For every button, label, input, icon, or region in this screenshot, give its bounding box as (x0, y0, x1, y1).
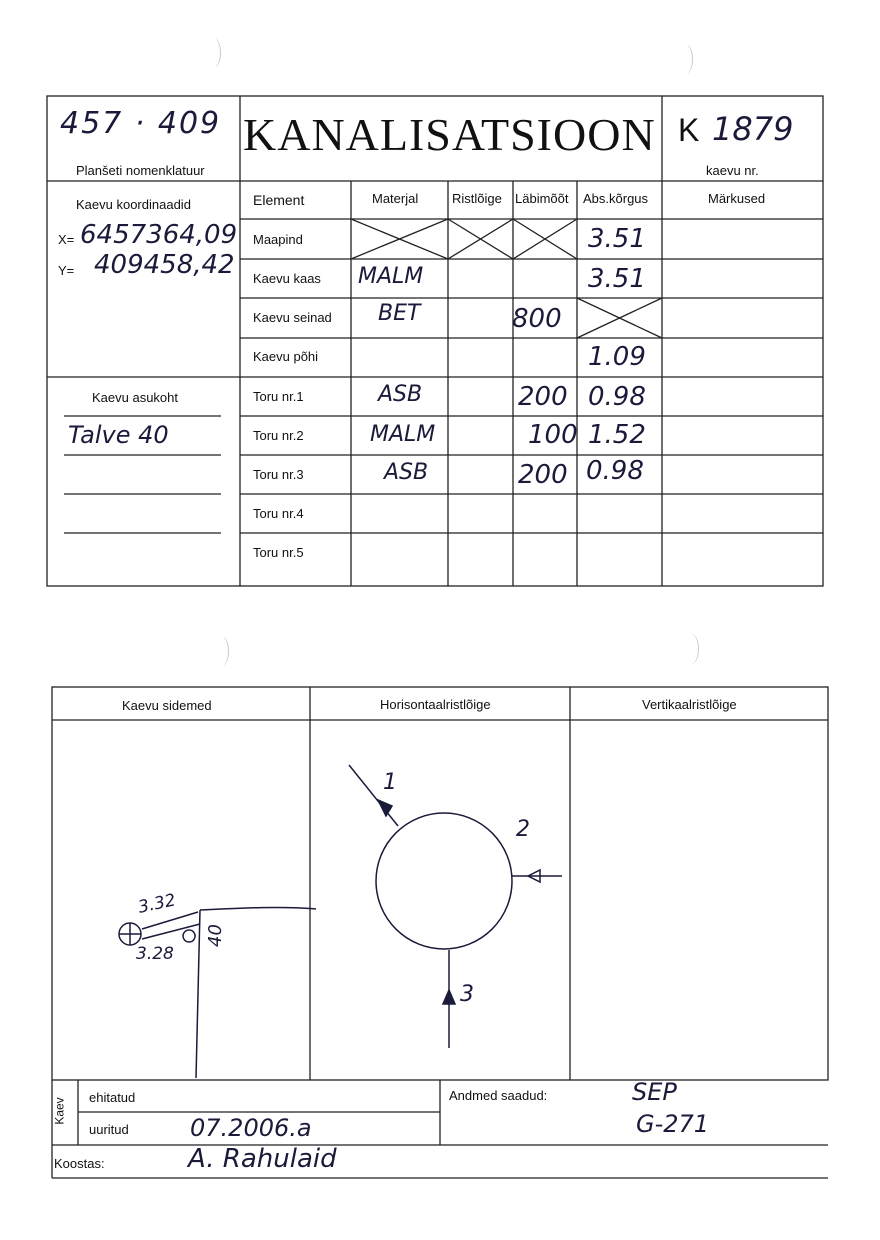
row-element-label: Maapind (253, 232, 303, 247)
form-title: KANALISATSIOON (243, 109, 656, 160)
sketch-house-number: 40 (204, 924, 226, 947)
row-material-value: BET (378, 301, 421, 326)
section-header-connections: Kaevu sidemed (122, 698, 212, 713)
row-element-label: Kaevu kaas (253, 271, 321, 286)
row-diameter-value: 200 (518, 382, 568, 412)
x-coordinate-label: X= (58, 232, 75, 247)
section-header-horizontal: Horisontaalristlõige (380, 697, 491, 712)
row-abs-value: 1.09 (588, 342, 646, 372)
row-element-label: Kaevu seinad (253, 310, 332, 325)
surveyed-label: uuritud (89, 1122, 129, 1137)
nomenclature-value: 457 · 409 (60, 106, 222, 141)
row-element-label: Toru nr.3 (253, 467, 304, 482)
data-source-label: Andmed saadud: (449, 1088, 548, 1103)
built-label: ehitatud (89, 1090, 136, 1105)
sketch-distance-a: 3.32 (136, 890, 178, 918)
nomenclature-label: Planšeti nomenklatuur (76, 163, 205, 178)
location-label: Kaevu asukoht (92, 390, 179, 405)
row-abs-value: 0.98 (586, 456, 644, 486)
col-header-labimoot: Läbimõõt (515, 191, 569, 206)
data-source-value-2: G-271 (636, 1110, 710, 1138)
row-element-label: Toru nr.5 (253, 545, 304, 560)
row-element-label: Toru nr.1 (253, 389, 304, 404)
col-header-markused: Märkused (708, 191, 766, 206)
well-number: 1879 (712, 110, 794, 148)
pipe-label: 3 (460, 982, 474, 1007)
well-prefix: K (678, 112, 700, 148)
pipe-label: 1 (383, 770, 397, 795)
row-material-value: MALM (358, 264, 424, 289)
row-diameter-value: 200 (518, 460, 568, 490)
compiled-by-value: A. Rahulaid (188, 1144, 337, 1174)
row-abs-value: 0.98 (588, 382, 646, 412)
surveyed-value: 07.2006.a (190, 1114, 312, 1142)
kaev-vertical-label: Kaev (52, 1097, 67, 1125)
row-material-value: MALM (370, 422, 436, 447)
row-abs-value: 3.51 (588, 264, 646, 294)
row-diameter-value: 100 (528, 420, 578, 450)
col-header-element: Element (253, 192, 305, 208)
pipe-label: 2 (516, 817, 530, 842)
row-abs-value: 1.52 (588, 420, 646, 450)
x-coordinate-value: 6457364,09 (80, 220, 238, 250)
coordinates-label: Kaevu koordinaadid (76, 197, 191, 212)
row-abs-value: 3.51 (588, 224, 646, 254)
y-coordinate-value: 409458,42 (94, 250, 235, 280)
row-element-label: Kaevu põhi (253, 349, 319, 364)
row-element-label: Toru nr.4 (253, 506, 304, 521)
sketch-distance-b: 3.28 (136, 944, 174, 964)
row-material-value: ASB (378, 382, 423, 407)
col-header-ristloige: Ristlõige (452, 191, 502, 206)
col-header-materjal: Materjal (372, 191, 419, 206)
row-diameter-value: 800 (512, 304, 562, 334)
y-coordinate-label: Y= (58, 263, 75, 278)
col-header-abs-korgus: Abs.kõrgus (583, 191, 649, 206)
row-material-value: ASB (384, 460, 429, 485)
section-header-vertical: Vertikaalristlõige (642, 697, 737, 712)
compiled-by-label: Koostas: (54, 1156, 105, 1171)
data-source-value-1: SEP (632, 1078, 677, 1106)
row-element-label: Toru nr.2 (253, 428, 304, 443)
well-number-label: kaevu nr. (706, 163, 759, 178)
location-value: Talve 40 (68, 421, 169, 449)
